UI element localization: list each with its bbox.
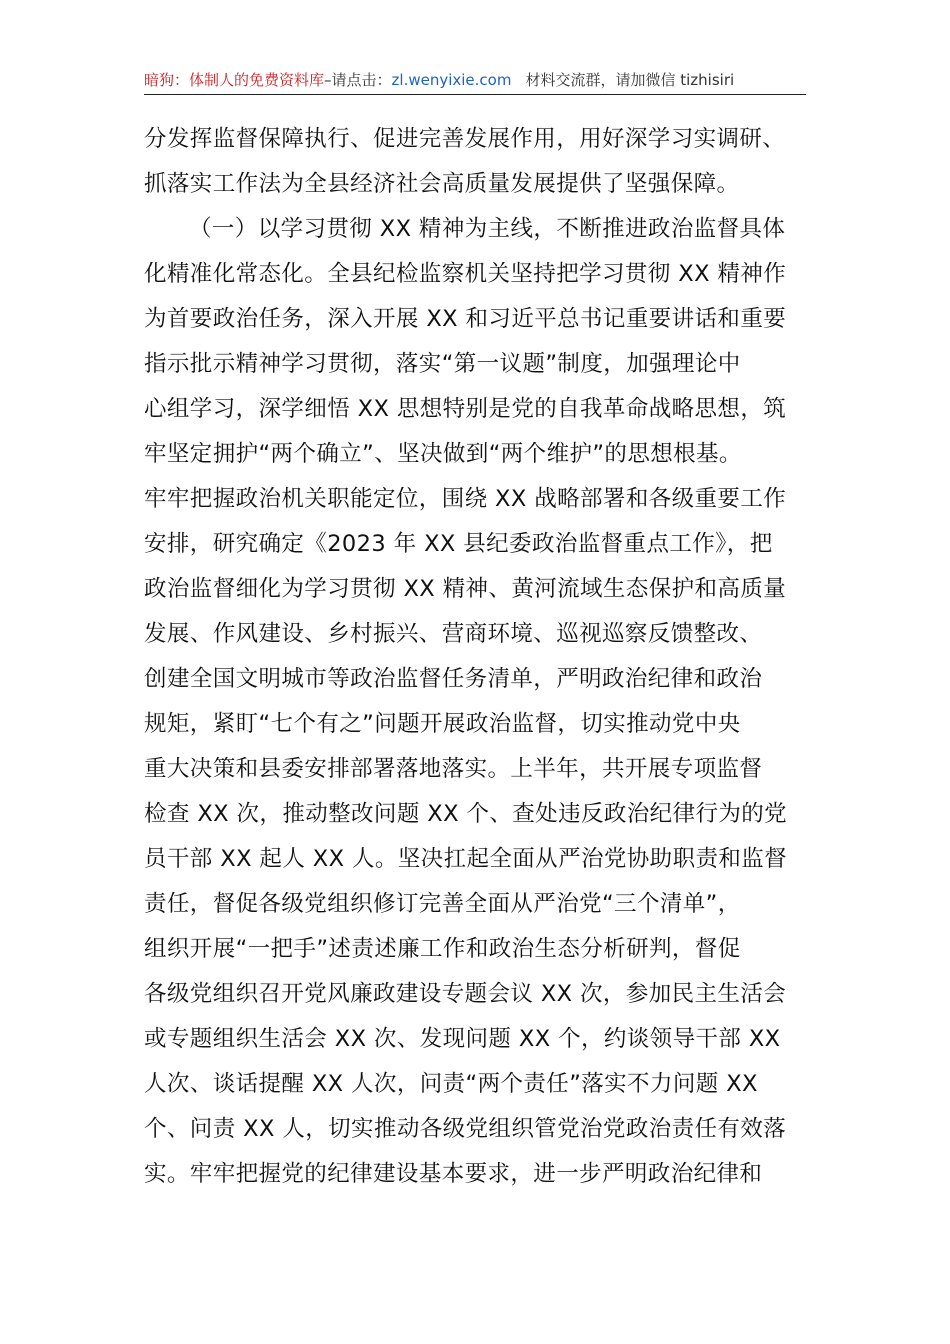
text-line: 抓落实工作法为全县经济社会高质量发展提供了坚强保障。	[144, 171, 740, 197]
text-line: 员干部 XX 起人 XX 人。坚决扛起全面从严治党协助职责和监督	[144, 846, 788, 872]
section-heading-line: （一）以学习贯彻 XX 精神为主线，不断推进政治监督具体	[189, 216, 786, 242]
text-line: 重大决策和县委安排部署落地落实。上半年，共开展专项监督	[144, 756, 763, 782]
text-line: 责任，督促各级党组织修订完善全面从严治党“三个清单”，	[144, 891, 741, 917]
page-header	[144, 66, 806, 95]
header-brand: 暗狗：体制人的免费资料库	[144, 71, 325, 89]
header-click-prompt: –请点击：	[324, 71, 392, 89]
text-line: 检查 XX 次，推动整改问题 XX 个、查处违反政治纪律行为的党	[144, 801, 788, 827]
text-line: 心组学习，深学细悟 XX 思想特别是党的自我革命战略思想，筑	[144, 396, 787, 422]
text-line: 人次、谈话提醒 XX 人次，问责“两个责任”落实不力问题 XX	[144, 1071, 758, 1097]
text-line: 发展、作风建设、乡村振兴、营商环境、巡视巡察反馈整改、	[144, 621, 763, 647]
text-line: 安排，研究确定《2023 年 XX 县纪委政治监督重点工作》，把	[144, 531, 773, 557]
text-line: 实。牢牢把握党的纪律建设基本要求，进一步严明政治纪律和	[144, 1161, 763, 1187]
text-line: 个、问责 XX 人，切实推动各级党组织管党治党政治责任有效落	[144, 1116, 787, 1142]
text-line: 指示批示精神学习贯彻，落实“第一议题”制度，加强理论中	[144, 351, 741, 377]
text-line: 为首要政治任务，深入开展 XX 和习近平总书记重要讲话和重要	[144, 306, 787, 332]
text-line: 或专题组织生活会 XX 次、发现问题 XX 个，约谈领导干部 XX	[144, 1026, 781, 1052]
text-line: 分发挥监督保障执行、促进完善发展作用，用好深学习实调研、	[144, 126, 786, 152]
document-body	[144, 117, 808, 1197]
text-line: 组织开展“一把手”述责述廉工作和政治生态分析研判，督促	[144, 936, 741, 962]
text-line: 牢坚定拥护“两个确立”、坚决做到“两个维护”的思想根基。	[144, 441, 742, 467]
header-group-note: 材料交流群，请加微信 tizhisiri	[525, 71, 735, 89]
text-line: 各级党组织召开党风廉政建设专题会议 XX 次，参加民主生活会	[144, 981, 787, 1007]
text-line: 政治监督细化为学习贯彻 XX 精神、黄河流域生态保护和高质量	[144, 576, 787, 602]
text-line: 化精准化常态化。全县纪检监察机关坚持把学习贯彻 XX 精神作	[144, 261, 787, 287]
text-line: 牢牢把握政治机关职能定位，围绕 XX 战略部署和各级重要工作	[144, 486, 787, 512]
header-link[interactable]: zl.wenyixie.com	[391, 71, 512, 89]
text-line: 规矩，紧盯“七个有之”问题开展政治监督，切实推动党中央	[144, 711, 741, 737]
text-line: 创建全国文明城市等政治监督任务清单，严明政治纪律和政治	[144, 666, 763, 692]
